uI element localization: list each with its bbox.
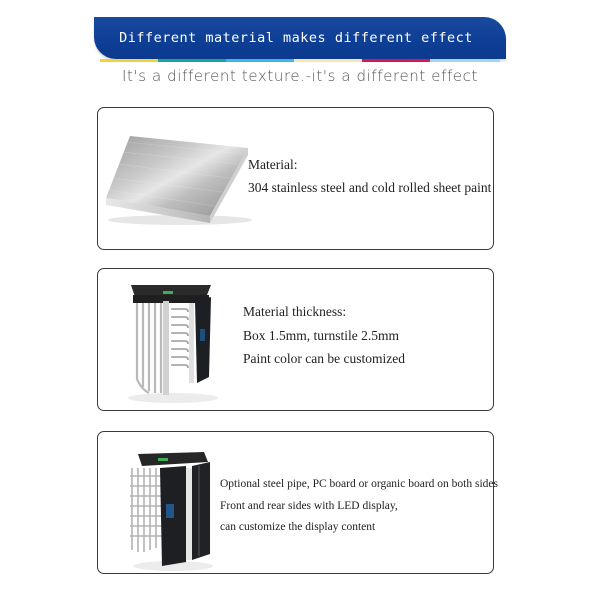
- subtitle: It's a different texture.-it's a different effect: [122, 67, 478, 85]
- color-stripe-magenta: [362, 59, 430, 62]
- options-description: [220, 479, 498, 534]
- paint-note: Paint color can be customized: [243, 351, 405, 366]
- header-banner: [94, 17, 506, 59]
- stainless-steel-plate-image: [102, 128, 252, 228]
- material-description: [248, 158, 491, 194]
- thickness-value: Box 1.5mm, turnstile 2.5mm: [243, 327, 400, 343]
- options-panel: [97, 431, 498, 574]
- thickness-description: [243, 305, 405, 366]
- color-stripe-yellow: [100, 59, 158, 62]
- board-options: Optional steel pipe, PC board or organic board on both sides: [220, 478, 498, 490]
- thickness-label: Material thickness:: [243, 304, 347, 319]
- turnstile-closed-image: [128, 446, 218, 571]
- color-stripe-cream: [294, 59, 362, 62]
- material-panel: [97, 107, 494, 250]
- material-value: 304 stainless steel and cold rolled sheet paint: [248, 179, 492, 195]
- led-display-note: Front and rear sides with LED display,: [220, 499, 398, 512]
- color-stripe-teal: [158, 59, 226, 62]
- thickness-panel: [97, 268, 494, 411]
- banner-title: Different material makes different effect: [119, 30, 473, 46]
- display-custom-note: can customize the display content: [220, 521, 376, 533]
- turnstile-open-image: [123, 283, 223, 403]
- color-stripe-lightblue: [430, 59, 500, 62]
- color-stripe-blue: [226, 59, 294, 62]
- material-label: Material:: [248, 157, 298, 172]
